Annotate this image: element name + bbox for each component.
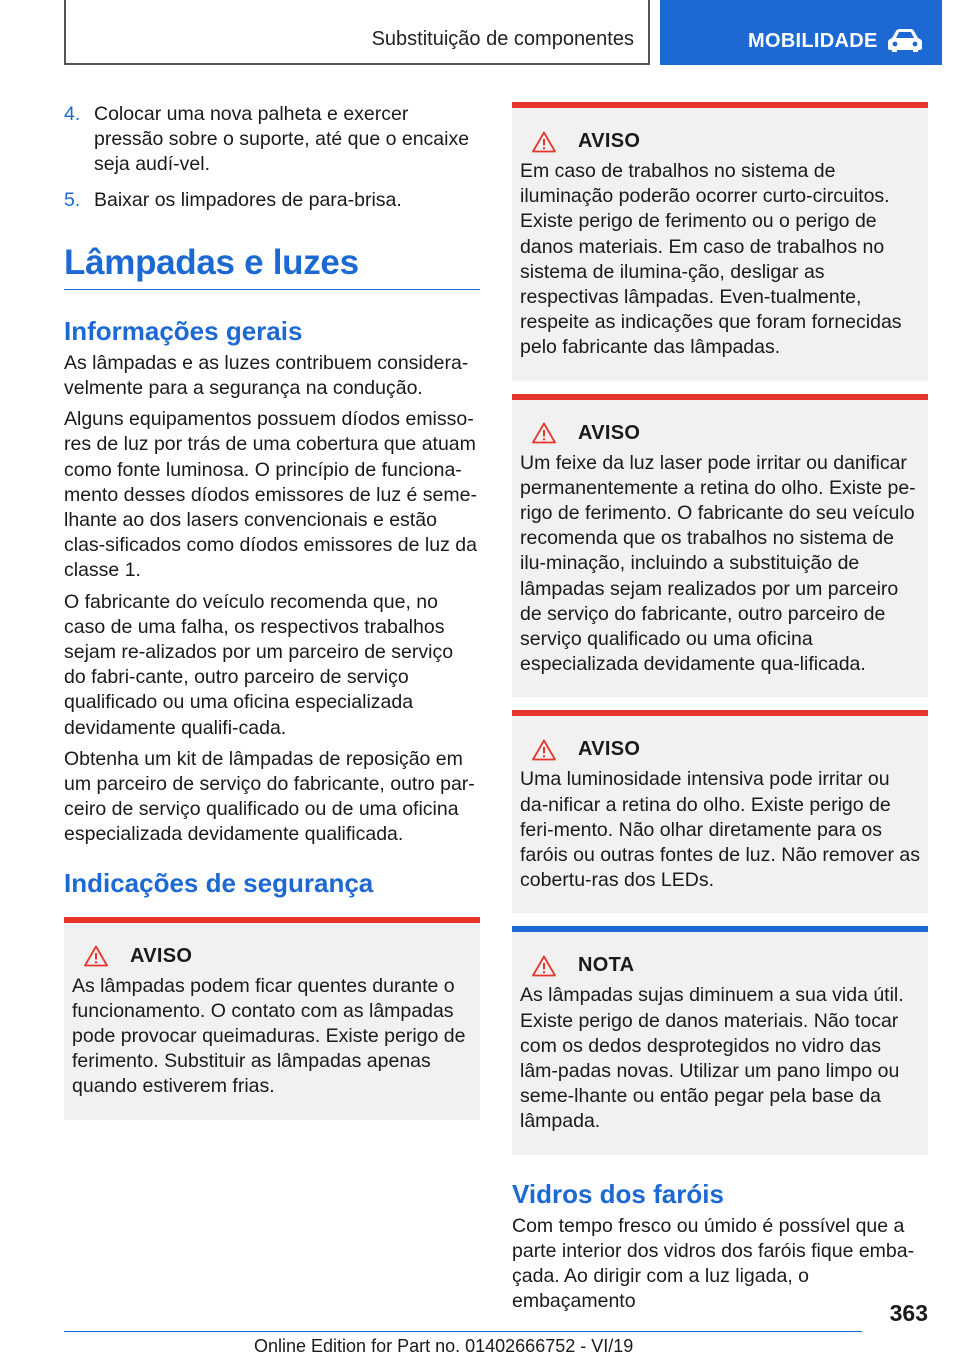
warning-header — [72, 945, 472, 968]
car-icon — [886, 27, 924, 53]
page-number: 363 — [889, 1300, 928, 1326]
subheading-general-info: Informações gerais — [64, 315, 303, 346]
left-column — [64, 102, 480, 1133]
warning-text: Uma luminosidade intensiva pode irritar ou da-nificar a retina do olho. Existe perigo de feri-mento. Não olhar diretamente para os faróis ou outras fontes de luz. Não remover as cobertu-ras dos LEDs. — [520, 768, 920, 892]
right-column — [512, 102, 928, 1321]
warning-text: Um feixe da luz laser pode irritar ou danificar permanentemente a retina do olho. Existe pe-rigo de ferimento. O fabricante do seu veículo recomenda que os trabalhos no sistema de ilu-minação, incluindo a substituição de lâmpadas sejam realizados por um parceiro de serviço do fabricante, outro parceiro de serviço qualificado ou uma oficina especializada devidamente qua-lificada. — [520, 451, 916, 676]
footer-divider — [64, 1331, 862, 1332]
step-text: Baixar os limpadores de para-brisa. — [94, 188, 402, 211]
warning-triangle-icon — [532, 739, 556, 761]
warning-box — [512, 710, 928, 913]
warning-triangle-icon — [532, 422, 556, 444]
warning-header — [520, 422, 920, 445]
subheading-headlight-glass: Vidros dos faróis — [512, 1178, 724, 1209]
subheading-safety: Indicações de segurança — [64, 867, 374, 898]
step-number: 4. — [64, 103, 81, 125]
warning-triangle-icon — [84, 945, 108, 967]
note-header — [520, 954, 920, 977]
section-heading-lamps: Lâmpadas e luzes — [64, 243, 480, 290]
warning-triangle-icon — [532, 955, 556, 977]
step-text: Colocar uma nova palheta e exercer pressão sobre o suporte, até que o encaixe seja audí-vel. — [94, 103, 470, 176]
note-box — [512, 926, 928, 1154]
warning-triangle-icon — [532, 131, 556, 153]
warning-box — [512, 394, 928, 698]
warning-header — [520, 130, 920, 153]
paragraph: O fabricante do veículo recomenda que, no caso de uma falha, os respectivos trabalhos sejam re-alizados por um parceiro de serviço do fabri-cante, outro parceiro de serviço qualificado ou uma oficina especializada devidamente qualifi-cada. — [64, 590, 454, 739]
footer-edition: Online Edition for Part no. 01402666752 - VI/19 — [254, 1336, 634, 1356]
warning-title: AVISO — [578, 421, 641, 444]
warning-box — [64, 917, 480, 1120]
note-text: As lâmpadas sujas diminuem a sua vida útil. Existe perigo de danos materiais. Não tocar com os dedos desprotegidos no vidro das lâm-padas novas. Utilizar um pano limpo ou seme-lhante ou então pegar pela base da lâmpada. — [520, 984, 904, 1133]
paragraph: Obtenha um kit de lâmpadas de reposição em um parceiro de serviço do fabricante, outro par-ceiro de serviço qualificado ou de uma oficina especializada devidamente qualificada. — [64, 747, 475, 846]
warning-title: AVISO — [578, 738, 641, 761]
warning-text: As lâmpadas podem ficar quentes durante o funcionamento. O contato com as lâmpadas pode provocar queimaduras. Existe perigo de ferimento. Substituir as lâmpadas apenas quando estiverem frias. — [72, 974, 466, 1098]
warning-title: AVISO — [578, 130, 641, 152]
paragraph: Com tempo fresco ou úmido é possível que a parte interior dos vidros dos faróis fique emba-çada. Ao dirigir com a luz ligada, o embaçamento — [512, 1214, 915, 1313]
header-chapter-title: MOBILIDADE — [748, 30, 878, 52]
list-item — [64, 188, 480, 213]
warning-text: Em caso de trabalhos no sistema de iluminação poderão ocorrer curto-circuitos. Existe perigo de ferimento ou o perigo de danos materiais. Em caso de trabalhos no sistema de ilumina-ção, desligar as respectivas lâmpadas. Even-tualmente, respeite as indicações que foram fornecidas pelo fabricante das lâmpadas. — [520, 160, 902, 359]
paragraph: Alguns equipamentos possuem díodos emisso-res de luz por trás de uma cobertura que atuam como fonte luminosa. O princípio de funciona-mento desses díodos emissores de luz é seme-lhante ao dos lasers convencionais e estão clas-sificados como díodos emissores de luz da classe 1. — [64, 408, 477, 582]
note-title: NOTA — [578, 954, 635, 977]
header-section-box — [64, 0, 650, 65]
warning-title: AVISO — [130, 944, 193, 967]
header-section-title: Substituição de componentes — [371, 28, 634, 50]
warning-box — [512, 102, 928, 381]
paragraph: As lâmpadas e as luzes contribuem considera-velmente para a segurança na condução. — [64, 351, 469, 400]
header-chapter-box — [660, 0, 942, 65]
step-number: 5. — [64, 188, 81, 211]
list-item — [64, 102, 480, 178]
warning-header — [520, 738, 920, 761]
